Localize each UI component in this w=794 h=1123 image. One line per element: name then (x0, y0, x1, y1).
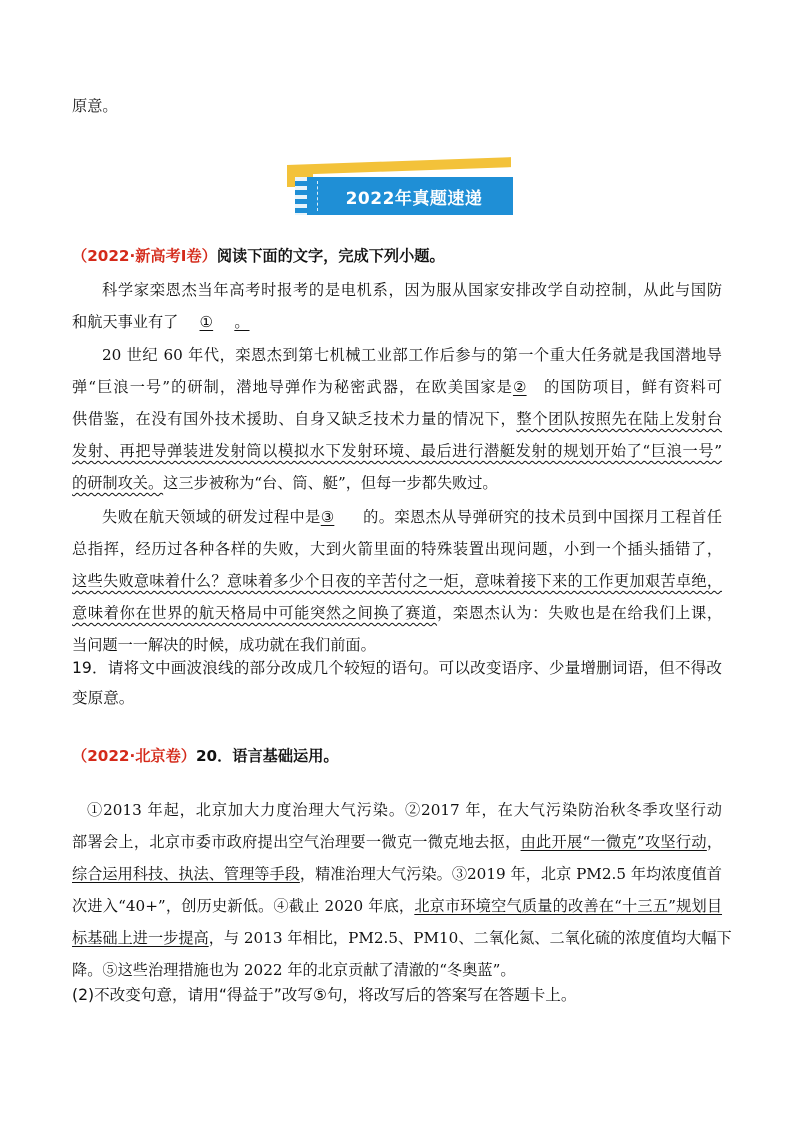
instruction: 阅读下面的文字，完成下列小题。 (216, 247, 445, 265)
question-19-line1 (72, 658, 722, 678)
para2-line4 (72, 441, 722, 461)
wavy-underline-text: 意味着你在世界的航天格局中可能突然之间换了赛道 (72, 604, 438, 622)
para-text: 当问题一一解决的时候，成功就在我们前面。 (72, 636, 376, 654)
wavy-underline-text: 整个团队按照先在陆上发射台 (516, 410, 723, 428)
section-banner (287, 165, 513, 217)
para2-line2 (72, 377, 722, 397)
blank-2: ② (512, 378, 527, 396)
para-text: 和航天事业有了 (72, 313, 179, 331)
para-text: 总指挥，经历过各种各样的失败，大到火箭里面的特殊装置出现问题，小到一个插头插错了， (72, 540, 722, 558)
wavy-underline-text: 这些失败意味着什么？意味着多少个日夜的辛苦付之一炬，意味着接下来的工作更加艰苦卓绝， (72, 572, 722, 590)
source-tag: （2022·新高考I卷） (72, 247, 217, 265)
para1-line2 (72, 312, 250, 332)
wavy-underline-text: 的研制攻关。 (72, 474, 164, 492)
para-text: 部署会上，北京市委市政府提出空气治理要一微克一微克地去抠， (72, 833, 521, 851)
para-text: 这三步被称为“台、筒、艇”，但每一步都失败过。 (163, 474, 498, 492)
para-text: ①2013 年起，北京加大力度治理大气污染。②2017 年，在大气污染防治秋冬季攻坚行动 (87, 801, 722, 819)
para4-line2 (72, 832, 722, 852)
underlined-text: 综合运用科技、执法、管理等手段 (72, 865, 300, 883)
blank-3: ③ (320, 508, 335, 526)
para3-line2 (72, 539, 722, 559)
para4-line3 (72, 864, 722, 884)
para-text: 的。栾恩杰从导弹研究的技术员到中国探月工程首任 (362, 508, 723, 526)
wavy-underline-text: 发射、再把导弹装进发射筒以模拟水下发射环境、最后进行潜艇发射的规划开始了“巨浪一号” (72, 442, 722, 460)
para-text: 供借鉴，在没有国外技术援助、自身又缺乏技术力量的情况下， (72, 410, 517, 428)
para-text: 弹“巨浪一号”的研制，潜地导弹作为秘密武器，在欧美国家是 (72, 378, 513, 396)
para4-line5 (72, 928, 732, 948)
question-header-2 (72, 746, 339, 766)
para4-line6: 降。⑤这些治理措施也为 2022 年的北京贡献了清澈的“冬奥蓝”。 (72, 961, 516, 979)
para-text: 次进入“40+”，创历史新低。④截止 2020 年底， (72, 897, 415, 915)
para3-line4 (72, 603, 722, 623)
banner-title: 2022年真题速递 (345, 188, 483, 209)
para3-line1 (102, 507, 722, 527)
para2-line1 (102, 345, 722, 365)
para-text: 失败在航天领域的研发过程中是 (102, 508, 321, 526)
banner-yellow-strip (287, 157, 511, 175)
para-text: ，栾恩杰认为：失败也是在给我们上课， (437, 604, 723, 622)
underlined-text: 北京市环境空气质量的改善在“十三五”规划目 (414, 897, 723, 915)
para-text: 。 (234, 313, 250, 331)
banner-notch (295, 177, 307, 215)
para2-line5 (72, 473, 498, 493)
para-text: ， (706, 833, 723, 851)
blank-1: ① (199, 313, 214, 331)
para4-line4 (72, 896, 722, 916)
para-text: 科学家栾恩杰当年高考时报考的是电机系，因为服从国家安排改学自动控制，从此与国防 (102, 281, 722, 299)
question-header-1 (72, 246, 445, 266)
underlined-text: 标基础上进一步提高 (72, 929, 209, 947)
question-20-sub2: (2)不改变句意，请用“得益于”改写⑤句，将改写后的答案写在答题卡上。 (72, 986, 577, 1004)
question-20-heading: 20．语言基础运用。 (195, 747, 339, 765)
para-text: ，与 2013 年相比，PM2.5、PM10、二氧化氮、二氧化硫的浓度值均大幅下 (208, 929, 732, 947)
continued-text: 原意。 (72, 97, 118, 115)
banner-inner (317, 181, 510, 211)
question-text: 19．请将文中画波浪线的部分改成几个较短的语句。可以改变语序、少量增删词语，但不得改 (72, 659, 722, 677)
para-text: 20 世纪 60 年代，栾恩杰到第七机械工业部工作后参与的第一个重大任务就是我国潜地导 (102, 346, 722, 364)
question-19-line2: 变原意。 (72, 689, 135, 707)
source-tag: （2022·北京卷） (72, 747, 196, 765)
para-text: ，精准治理大气污染。③2019 年，北京 PM2.5 年均浓度值首 (299, 865, 722, 883)
underlined-text: 由此开展“一微克”攻坚行动 (520, 833, 707, 851)
para3-line3 (72, 571, 722, 591)
para4-line1 (87, 800, 722, 820)
para-text: 的国防项目，鲜有资料可 (542, 378, 723, 396)
para3-line5 (72, 635, 376, 655)
para2-line3 (72, 409, 722, 429)
para1-line1 (102, 280, 722, 300)
